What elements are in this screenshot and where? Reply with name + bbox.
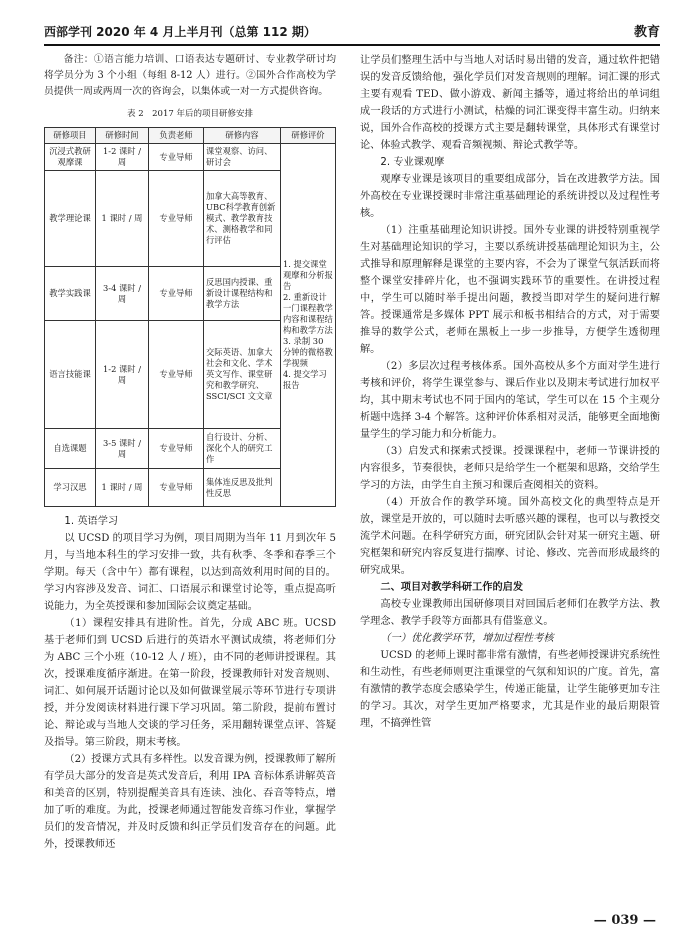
body-paragraph: （4）开放合作的教学环境。国外高校文化的典型特点是开放，课堂是开放的，可以随时去听感兴趣的课程，也可以与教授交流学术问题。在科学研究方面，研究团队会针对某一研究主题、研究框架和研究内容反复进行揣摩、讨论、修改、完善而形成最终的研究成果。 xyxy=(360,497,660,576)
body-paragraph: （3）启发式和探索式授课。授课课程中，老师一节课讲授的内容很多，节奏很快，老师只是给学生一个框架和思路，交给学生学习的方法，由学生自主预习和课后查阅相关的资料。 xyxy=(360,446,660,491)
sub-heading: （一）优化教学环节，增加过程性考核 xyxy=(380,633,554,644)
table-cell-evaluation xyxy=(281,144,336,507)
table-cell-teacher: 专业导师 xyxy=(149,144,204,171)
table-cell-content: 交际英语、加拿大社会和文化、学术英文写作、课堂研究和教学研究、SSCI/SCI 文文章 xyxy=(204,321,281,429)
body-paragraph: （1）注重基础理论知识讲授。国外专业课的讲授特别重视学生对基础理论知识的学习，主要以系统讲授基础理论知识为主，公式推导和原理解释是课堂的主要内容，不会为了课堂气氛活跃而将整个课堂安排碎片化，也不强调实践环节的重要性。在讲授过程中，学生可以随时举手提出问题，教授当即对学生的疑问进行解答。授课通常是多媒体 PPT 展示和板书相结合的方式，对于需要推导的数学公式，老师在黑板上一步一步推导，方便学生透彻理解。 xyxy=(360,225,660,355)
evaluation-item: 2. 重新设计一门课程教学内容和课程结构和教学方法 xyxy=(283,292,333,335)
table-cell-teacher: 专业导师 xyxy=(149,469,204,507)
table-cell-teacher: 专业导师 xyxy=(149,267,204,321)
table-cell-time: 1-2 课时 / 周 xyxy=(96,321,149,429)
table-cell-content: 反思国内授课、重新设计课程结构和教学方法 xyxy=(204,267,281,321)
training-schedule-table xyxy=(44,127,336,507)
table-cell-time: 1 课时 / 周 xyxy=(96,171,149,267)
table-cell-content: 课堂观察、访问、研讨会 xyxy=(204,144,281,171)
table-header: 研修评价 xyxy=(281,128,336,144)
table-cell-teacher: 专业导师 xyxy=(149,171,204,267)
body-paragraph: 以 UCSD 的项目学习为例，项目周期为当年 11 月到次年 5 月，与当地本科生的学习安排一致，共有秋季、冬季和春季三个学期。每天（含中午）都有课程，以达到高效利用时间的目的。学习内容涉及发音、词汇、口语展示和课堂讨论等，重点提高听说能力，为全英授课和参加国际会议奠定基础。 xyxy=(44,533,336,612)
table-cell-item: 语言技能课 xyxy=(45,321,96,429)
table-cell-teacher: 专业导师 xyxy=(149,429,204,469)
subheading-english-learning: 1. 英语学习 xyxy=(64,516,119,527)
table-cell-time: 1 课时 / 周 xyxy=(96,469,149,507)
section-heading: 二、项目对教学科研工作的启发 xyxy=(380,581,524,593)
right-column xyxy=(360,52,660,732)
table-header: 研修时间 xyxy=(96,128,149,144)
body-paragraph: 高校专业课教师出国研修项目对回国后老师们在教学方法、教学理念、教学手段等方面都具有借鉴意义。 xyxy=(360,599,660,627)
table-cell-teacher: 专业导师 xyxy=(149,321,204,429)
evaluation-item: 3. 录制 30 分钟的微格教学视频 xyxy=(283,336,333,368)
page-header xyxy=(44,18,660,46)
left-column xyxy=(44,52,336,853)
section-label: 教育 xyxy=(633,25,660,40)
body-paragraph: 观摩专业课是该项目的重要组成部分，旨在改进教学方法。国外高校在专业课授课时非常注重基础理论的系统讲授以及过程性考核。 xyxy=(360,174,660,219)
table-cell-content: 自行设计、分析、深化个人的研究工作 xyxy=(204,429,281,469)
body-paragraph: （2）授课方式具有多样性。以发音课为例，授课教师了解所有学员大部分的发音是英式发音后，利用 IPA 音标体系讲解英音和美音的区别，特别提醒美音具有连读、浊化、吞音等特点，增加了听的难度。为此，授课老师通过智能发音练习作业，掌握学员们的发音情况，并及时反馈和纠正学员们发音存在的问题。此外，授课教师还 xyxy=(44,754,336,850)
table-header: 研修项目 xyxy=(45,128,96,144)
journal-line: 西部学刊 2020 年 4 月上半月刊（总第 112 期） xyxy=(44,25,316,39)
table-title: 表 2 2017 年后的项目研修安排 xyxy=(127,109,253,119)
table-header: 负责老师 xyxy=(149,128,204,144)
table-cell-content: 加拿大高等教育、UBC科学教育创新模式、教学教育技术、测格教学和同行评估 xyxy=(204,171,281,267)
table-cell-content: 集体连反思及批判性反思 xyxy=(204,469,281,507)
table-cell-item: 教学实践课 xyxy=(45,267,96,321)
table-row xyxy=(45,144,336,171)
table-header: 研修内容 xyxy=(204,128,281,144)
body-paragraph: （2）多层次过程考核体系。国外高校从多个方面对学生进行考核和评价，将学生课堂参与、课后作业以及期末考试进行加权平均，其中期末考试也不同于国内的笔试，学生可以在 15 个主观分析题中选择 3-4 个解答。这种评价体系相对灵活，能够更全面地衡量学生的学习能力和分析能力。 xyxy=(360,361,660,440)
table-cell-item: 沉浸式教研观摩课 xyxy=(45,144,96,171)
table-cell-time: 3-5 课时 / 周 xyxy=(96,429,149,469)
page-number: — 039 — xyxy=(593,913,656,928)
table-cell-time: 1-2 课时 / 周 xyxy=(96,144,149,171)
table-cell-time: 3-4 课时 / 周 xyxy=(96,267,149,321)
table-header-row xyxy=(45,128,336,144)
body-paragraph: （1）课程安排具有进阶性。首先，分成 ABC 班。UCSD 基于老师们到 UCSD 后进行的英语水平测试成绩，将老师们分为 ABC 三个小班（10-12 人 / 班），由不同的老师讲授课程。其次，授课难度循序渐进。在第一阶段，授课教师针对发音规则、词汇、如何展开话题讨论以及如何做课堂展示等环节进行专项讲授，并分发阅读材料进行课下学习巩固。第二阶段，提前布置讨论、辩论或与当地人交谈的学习任务，采用翻转课堂点评、答疑及指导。第三阶段，期末考核。 xyxy=(44,618,336,748)
note-paragraph: 备注：①语言能力培训、口语表达专题研讨、专业教学研讨均将学员分为 3 个小组（每组 8-12 人）进行。②国外合作高校为学员提供一周或两周一次的咨询会，以集体或一对一方式提供咨询。 xyxy=(44,54,336,97)
evaluation-item: 1. 提交课堂观摩和分析报告 xyxy=(283,259,333,291)
table-cell-item: 自选课题 xyxy=(45,429,96,469)
table-cell-item: 学习汉思 xyxy=(45,469,96,507)
evaluation-item: 4. 提交学习报告 xyxy=(283,369,327,390)
subheading-course-observation: 2. 专业课观摩 xyxy=(380,157,445,168)
body-paragraph: 让学员们整理生活中与当地人对话时易出错的发音，通过软件把错误的发音反馈给他，强化学员们对发音规则的理解。词汇课的形式主要有观看 TED、做小游戏、新闻主播等，通过将给出的单词组成一段话的方式进行小测试，枯燥的词汇课变得丰富生动。归纳来说，国外合作高校的授课方式主要是翻转课堂，具体形式有课堂讨论、体验式教学、观看音频视频、辩论式教学等。 xyxy=(360,55,660,151)
body-paragraph: UCSD 的老师上课时都非常有激情，有些老师授课讲究系统性和生动性，有些老师则更注重课堂的气氛和知识的广度。首先，富有激情的教学态度会感染学生，传递正能量，让学生能够更加专注的学习。其次，对学生更加严格要求，尤其是作业的最后期限管理，不搞弹性管 xyxy=(360,650,660,729)
table-cell-item: 教学理论课 xyxy=(45,171,96,267)
